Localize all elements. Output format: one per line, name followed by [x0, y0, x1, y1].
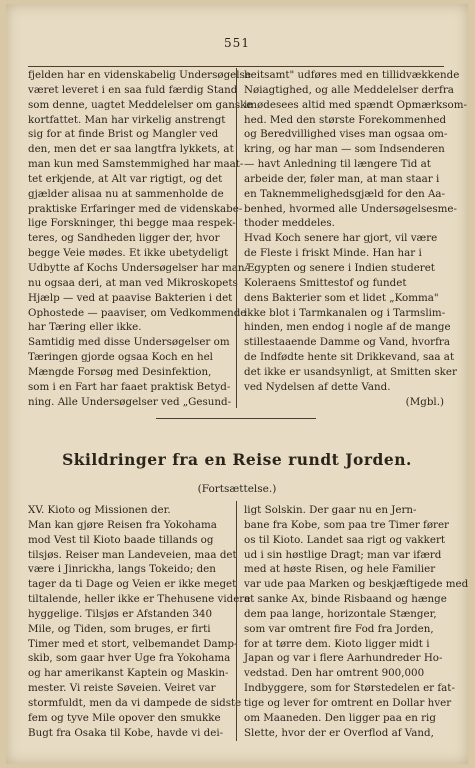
text-line: som i en Fart har faaet praktisk Betyd-	[28, 380, 231, 393]
text-line: man kun med Samstemmighed har maat-	[28, 158, 244, 171]
text-line: det ikke er usandsynligt, at Smitten sker	[244, 365, 457, 378]
text-line: som var omtrent fire Fod fra Jorden,	[244, 622, 434, 635]
text-line: Tæringen gjorde ogsaa Koch en hel	[28, 351, 213, 364]
text-line: XV. Kioto og Missionen der.	[28, 504, 171, 516]
text-line: ning. Alle Undersøgelser ved „Gesund-	[28, 395, 232, 408]
text-line: teres, og Sandheden ligger der, hvor	[28, 232, 220, 245]
text-line: Ægypten og senere i Indien studeret	[244, 261, 435, 274]
text-line: tet erkjende, at Alt var rigtigt, og det	[28, 172, 223, 185]
text-line: stillestaaende Damme og Vand, hvorfra	[244, 336, 450, 349]
text-line: praktiske Erfaringer med de videnskabe-	[28, 202, 243, 215]
text-line: thoder meddeles.	[244, 217, 335, 230]
text-line: med at høste Risen, og hele Familier	[244, 563, 436, 576]
section-rule	[156, 418, 316, 419]
text-line: om Maaneden. Den ligger paa en rig	[244, 711, 436, 724]
text-line: de Indfødte hente sit Drikkevand, saa at	[244, 351, 455, 364]
text-line: Timer med et stort, velbemandet Damp-	[28, 637, 238, 650]
text-line: den, men det er saa langtfra lykkets, at	[28, 143, 234, 156]
text-line: tige og lever for omtrent en Dollar hver	[244, 696, 452, 709]
text-line: Bugt fra Osaka til Kobe, havde vi dei-	[28, 726, 224, 739]
text-line: som denne, uagtet Meddelelser om ganske	[28, 98, 253, 111]
text-line: dens Bakterier som et lidet „Komma"	[244, 291, 439, 304]
text-line: stormfuldt, men da vi dampede de sidste	[28, 696, 242, 709]
text-line: vedstad. Den har omtrent 900,000	[244, 667, 425, 680]
text-line: hed. Med den største Forekommenhed	[244, 113, 447, 126]
text-line: for at tørre dem. Kioto ligger midt i	[244, 637, 430, 650]
text-line: Nøiagtighed, og alle Meddelelser derfra	[244, 83, 454, 96]
article-subtitle: (Fortsættelse.)	[197, 483, 277, 495]
text-line: heitsamt" udføres med en tillidvækkende	[244, 69, 460, 81]
text-line: arbeide der, føler man, at man staar i	[244, 172, 440, 185]
column-divider	[236, 68, 237, 408]
text-line: ved Nydelsen af dette Vand.	[244, 380, 391, 393]
source-signature: (Mgbl.)	[405, 396, 444, 408]
text-line: tager da ti Dage og Veien er ikke meget	[28, 578, 237, 591]
lower-left-column	[28, 503, 251, 741]
text-line: ligt Solskin. Der gaar nu en Jern-	[244, 504, 417, 516]
text-line: Hvad Koch senere har gjort, vil være	[244, 232, 438, 245]
text-line: fem og tyve Mile opover den smukke	[28, 711, 221, 724]
text-line: de Fleste i friskt Minde. Han har i	[244, 247, 422, 260]
text-line: hinden, men endog i nogle af de mange	[244, 321, 451, 334]
page-number: 551	[224, 36, 250, 50]
text-line: Japan og var i flere Aarhundreder Ho-	[244, 652, 443, 665]
text-line: Koleraens Smittestof og fundet	[244, 276, 407, 289]
text-line: hyggelige. Tilsjøs er Afstanden 340	[28, 607, 213, 620]
text-line: tilsjøs. Reiser man Landeveien, maa det	[28, 548, 237, 561]
text-line: dem paa lange, horizontale Stænger,	[244, 607, 437, 620]
text-line: lige Forskninger, thi begge maa respek-	[28, 217, 236, 230]
article-title: Skildringer fra en Reise rundt Jorden.	[62, 450, 412, 469]
text-line: Samtidig med disse Undersøgelser om	[28, 336, 230, 349]
text-line: os til Kioto. Landet saa rigt og vakkert	[244, 533, 446, 546]
text-line: Hjælp — ved at paavise Bakterien i det	[28, 291, 233, 304]
text-line: fjelden har en videnskabelig Undersøgelse	[28, 69, 251, 81]
text-line: Man kan gjøre Reisen fra Yokohama	[28, 518, 217, 531]
text-line: Slette, hvor der er Overflod af Vand,	[244, 726, 434, 739]
text-line: imødesees altid med spændt Opmærksom-	[244, 98, 467, 111]
header-rule	[28, 66, 444, 67]
text-line: tiltalende, heller ikke er Thehusene videre	[28, 593, 251, 606]
text-line: en Taknemmelighedsgjæld for den Aa-	[244, 187, 446, 200]
text-line: at sanke Ax, binde Risbaand og hænge	[244, 593, 447, 606]
text-line: mester. Vi reiste Søveien. Veiret var	[28, 682, 216, 695]
text-line: Mile, og Tiden, som bruges, er firti	[28, 622, 211, 635]
text-line: været leveret i en saa fuld færdig Stand	[28, 83, 238, 96]
text-line: ud i sin høstlige Dragt; man var ifærd	[244, 548, 442, 561]
text-line: gjælder alisaa nu at sammenholde de	[28, 187, 224, 200]
text-line: ikke blot i Tarmkanalen og i Tarmslim-	[244, 306, 446, 319]
text-line: Ophostede — paaviser, om Vedkommende	[28, 306, 247, 319]
text-line: og Beredvillighed vises man ogsaa om-	[244, 128, 448, 141]
text-line: mod Vest til Kioto baade tillands og	[28, 533, 214, 546]
text-line: Udbytte af Kochs Undersøgelser har man	[28, 261, 245, 274]
text-line: nu ogsaa deri, at man ved Mikroskopets	[28, 276, 238, 289]
text-line: har Tæring eller ikke.	[28, 321, 142, 334]
column-divider-lower	[236, 501, 237, 741]
book-page	[6, 4, 468, 764]
upper-left-column	[28, 68, 253, 409]
text-line: sig for at finde Brist og Mangler ved	[28, 128, 219, 141]
text-line: være i Jinrickha, langs Tokeido; den	[28, 563, 216, 576]
text-line: var ude paa Marken og beskjæftigede med	[244, 578, 469, 591]
text-line: Indbyggere, som for Størstedelen er fat-	[244, 682, 455, 695]
text-line: benhed, hvormed alle Undersøgelsesme-	[244, 202, 457, 215]
text-line: og har amerikanst Kaptein og Maskin-	[28, 667, 229, 680]
text-line: skib, som gaar hver Uge fra Yokohama	[28, 652, 231, 665]
upper-right-column	[244, 68, 467, 395]
text-line: Mængde Forsøg med Desinfektion,	[28, 365, 212, 378]
lower-right-column	[244, 503, 469, 741]
text-line: kortfattet. Man har virkelig anstrengt	[28, 113, 226, 126]
text-line: — havt Anledning til længere Tid at	[244, 158, 431, 171]
text-line: kring, og har man — som Indsenderen	[244, 143, 445, 156]
text-line: begge Veie mødes. Et ikke ubetydeligt	[28, 247, 229, 260]
text-line: bane fra Kobe, som paa tre Timer fører	[244, 518, 449, 531]
